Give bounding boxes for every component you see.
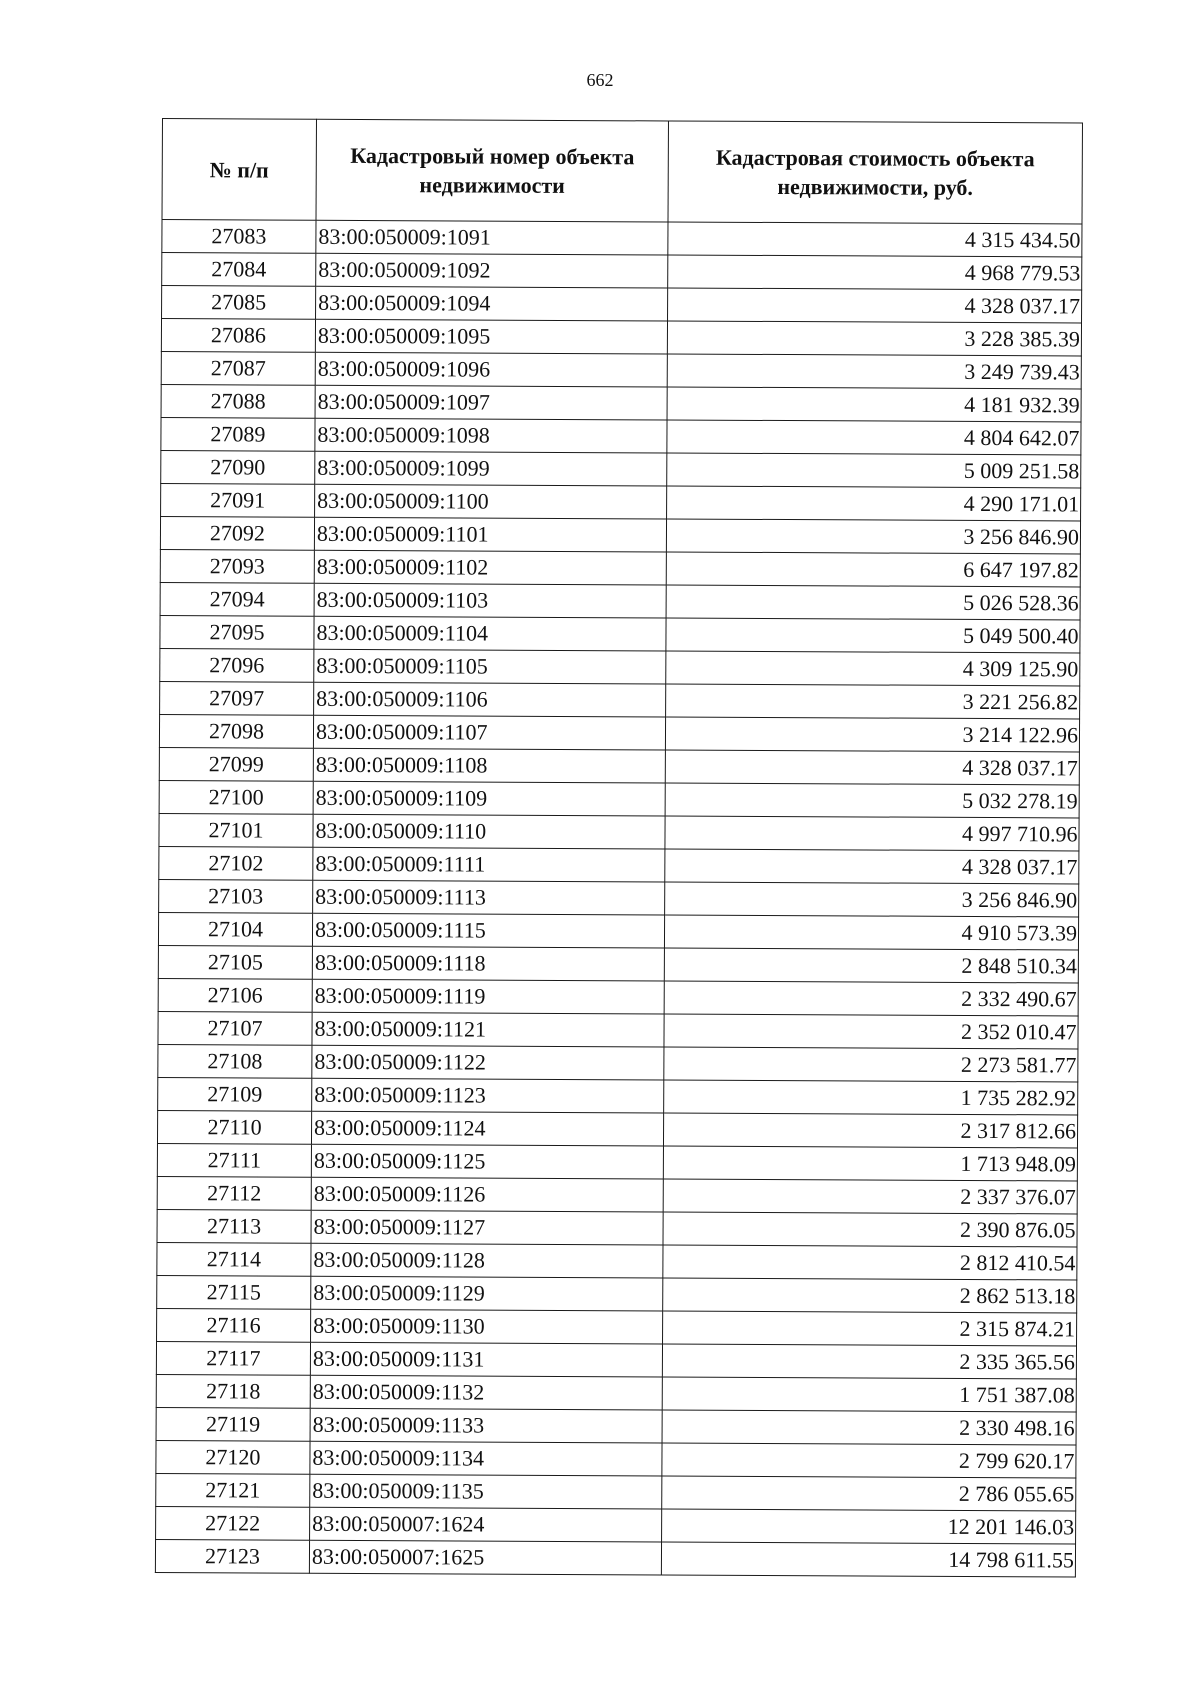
- cadastral-value-cell: 2 812 410.54: [663, 1245, 1077, 1280]
- cadastral-number-cell: 83:00:050009:1103: [314, 583, 666, 618]
- row-number-cell: 27097: [160, 681, 314, 715]
- cadastral-number-cell: 83:00:050007:1624: [310, 1507, 662, 1542]
- cadastral-number-cell: 83:00:050009:1101: [314, 517, 666, 552]
- cadastral-value-cell: 4 309 125.90: [666, 651, 1080, 686]
- cadastral-value-cell: 4 328 037.17: [665, 849, 1079, 884]
- table-row: [159, 846, 1079, 883]
- cadastral-value-cell: 4 910 573.39: [664, 915, 1078, 950]
- table-row: [158, 978, 1078, 1015]
- row-number-cell: 27088: [161, 384, 315, 418]
- header-cadastral-number: Кадастровый номер объекта недвижимости: [316, 119, 668, 222]
- cadastral-value-cell: 3 256 846.90: [666, 519, 1080, 554]
- cadastral-value-cell: 3 228 385.39: [667, 321, 1081, 356]
- header-cadastral-value: Кадастровая стоимость объекта недвижимости, руб.: [668, 121, 1082, 224]
- table-row: [162, 286, 1082, 323]
- cadastral-number-cell: 83:00:050009:1121: [312, 1012, 664, 1047]
- cadastral-value-cell: 4 328 037.17: [668, 288, 1082, 323]
- table-row: [160, 615, 1080, 652]
- cadastral-number-cell: 83:00:050009:1118: [312, 946, 664, 981]
- table-row: [161, 483, 1081, 520]
- row-number-cell: 27096: [160, 648, 314, 682]
- cadastral-value-cell: 2 786 055.65: [662, 1476, 1076, 1511]
- cadastral-value-cell: 2 335 365.56: [662, 1344, 1076, 1379]
- cadastral-number-cell: 83:00:050009:1099: [315, 451, 667, 486]
- cadastral-value-cell: 5 032 278.19: [665, 783, 1079, 818]
- cadastral-value-cell: 1 713 948.09: [663, 1146, 1077, 1181]
- cadastral-value-cell: 1 735 282.92: [664, 1080, 1078, 1115]
- cadastral-number-cell: 83:00:050009:1132: [310, 1375, 662, 1410]
- cadastral-value-cell: 4 997 710.96: [665, 816, 1079, 851]
- cadastral-number-cell: 83:00:050009:1108: [313, 748, 665, 783]
- row-number-cell: 27106: [158, 978, 312, 1012]
- cadastral-number-cell: 83:00:050009:1109: [313, 781, 665, 816]
- table-row: [162, 220, 1082, 257]
- row-number-cell: 27083: [162, 220, 316, 254]
- table-row: [156, 1440, 1076, 1477]
- table-row: [156, 1506, 1076, 1543]
- cadastral-number-cell: 83:00:050009:1106: [314, 682, 666, 717]
- table-row: [160, 681, 1080, 718]
- table-body: [155, 220, 1082, 1577]
- cadastral-number-cell: 83:00:050009:1111: [313, 847, 665, 882]
- row-number-cell: 27087: [161, 351, 315, 385]
- row-number-cell: 27122: [156, 1506, 310, 1540]
- cadastral-number-cell: 83:00:050009:1128: [311, 1243, 663, 1278]
- table-row: [162, 253, 1082, 290]
- row-number-cell: 27104: [158, 912, 312, 946]
- row-number-cell: 27089: [161, 417, 315, 451]
- cadastral-number-cell: 83:00:050009:1105: [314, 649, 666, 684]
- cadastral-value-cell: 4 968 779.53: [668, 255, 1082, 290]
- cadastral-number-cell: 83:00:050009:1110: [313, 814, 665, 849]
- cadastral-value-cell: 2 317 812.66: [663, 1113, 1077, 1148]
- row-number-cell: 27099: [159, 747, 313, 781]
- cadastral-value-cell: 2 330 498.16: [662, 1410, 1076, 1445]
- cadastral-value-cell: 1 751 387.08: [662, 1377, 1076, 1412]
- cadastral-number-cell: 83:00:050009:1092: [316, 253, 668, 288]
- cadastral-number-cell: 83:00:050009:1094: [316, 286, 668, 321]
- table-row: [158, 945, 1078, 982]
- cadastral-value-cell: 3 256 846.90: [665, 882, 1079, 917]
- cadastral-number-cell: 83:00:050009:1131: [310, 1342, 662, 1377]
- table-row: [161, 351, 1081, 388]
- table-row: [159, 813, 1079, 850]
- row-number-cell: 27109: [158, 1077, 312, 1111]
- cadastral-number-cell: 83:00:050009:1126: [311, 1177, 663, 1212]
- row-number-cell: 27115: [157, 1275, 311, 1309]
- table-header: [162, 119, 1082, 224]
- cadastral-number-cell: 83:00:050009:1107: [313, 715, 665, 750]
- row-number-cell: 27086: [161, 319, 315, 353]
- table-row: [156, 1407, 1076, 1444]
- cadastral-value-cell: 4 290 171.01: [667, 486, 1081, 521]
- row-number-cell: 27108: [158, 1044, 312, 1078]
- row-number-cell: 27120: [156, 1440, 310, 1474]
- cadastral-number-cell: 83:00:050009:1124: [311, 1111, 663, 1146]
- table-row: [157, 1275, 1077, 1312]
- table-row: [157, 1176, 1077, 1213]
- cadastral-number-cell: 83:00:050009:1104: [314, 616, 666, 651]
- cadastral-number-cell: 83:00:050009:1096: [315, 352, 667, 387]
- table-row: [159, 714, 1079, 751]
- cadastral-value-cell: 5 009 251.58: [667, 453, 1081, 488]
- cadastral-value-cell: 14 798 611.55: [661, 1542, 1075, 1577]
- cadastral-value-cell: 4 315 434.50: [668, 222, 1082, 257]
- table-row: [159, 747, 1079, 784]
- cadastral-value-cell: 2 862 513.18: [663, 1278, 1077, 1313]
- row-number-cell: 27085: [162, 286, 316, 320]
- cadastral-value-cell: 2 273 581.77: [664, 1047, 1078, 1082]
- row-number-cell: 27119: [156, 1407, 310, 1441]
- cadastral-number-cell: 83:00:050009:1100: [315, 484, 667, 519]
- cadastral-value-cell: 4 328 037.17: [665, 750, 1079, 785]
- cadastral-number-cell: 83:00:050007:1625: [309, 1540, 661, 1575]
- cadastral-number-cell: 83:00:050009:1125: [311, 1144, 663, 1179]
- cadastral-number-cell: 83:00:050009:1113: [313, 880, 665, 915]
- table-row: [161, 384, 1081, 421]
- cadastral-number-cell: 83:00:050009:1115: [312, 913, 664, 948]
- table-row: [160, 648, 1080, 685]
- row-number-cell: 27105: [158, 945, 312, 979]
- row-number-cell: 27103: [159, 879, 313, 913]
- cadastral-value-cell: 12 201 146.03: [662, 1509, 1076, 1544]
- table-row: [158, 912, 1078, 949]
- table-row: [160, 516, 1080, 553]
- page-number: 662: [586, 70, 614, 90]
- row-number-cell: 27090: [161, 450, 315, 484]
- row-number-cell: 27091: [161, 483, 315, 517]
- cadastral-value-cell: 2 352 010.47: [664, 1014, 1078, 1049]
- row-number-cell: 27117: [156, 1341, 310, 1375]
- cadastral-number-cell: 83:00:050009:1095: [315, 319, 667, 354]
- cadastral-value-cell: 2 848 510.34: [664, 948, 1078, 983]
- row-number-cell: 27093: [160, 549, 314, 583]
- row-number-cell: 27116: [157, 1308, 311, 1342]
- table-row: [157, 1209, 1077, 1246]
- row-number-cell: 27094: [160, 582, 314, 616]
- header-row-number: № п/п: [162, 119, 316, 221]
- row-number-cell: 27084: [162, 253, 316, 287]
- row-number-cell: 27110: [157, 1110, 311, 1144]
- cadastral-number-cell: 83:00:050009:1123: [312, 1078, 664, 1113]
- cadastral-value-cell: 3 221 256.82: [666, 684, 1080, 719]
- table-row: [158, 1011, 1078, 1048]
- table-row: [156, 1473, 1076, 1510]
- table-row: [157, 1143, 1077, 1180]
- row-number-cell: 27114: [157, 1242, 311, 1276]
- cadastral-value-cell: 2 799 620.17: [662, 1443, 1076, 1478]
- cadastral-number-cell: 83:00:050009:1127: [311, 1210, 663, 1245]
- cadastral-number-cell: 83:00:050009:1097: [315, 385, 667, 420]
- cadastral-value-cell: 2 315 874.21: [663, 1311, 1077, 1346]
- cadastral-value-cell: 3 249 739.43: [667, 354, 1081, 389]
- table-row: [156, 1341, 1076, 1378]
- cadastral-number-cell: 83:00:050009:1130: [311, 1309, 663, 1344]
- cadastral-value-cell: 2 390 876.05: [663, 1212, 1077, 1247]
- table-row: [157, 1242, 1077, 1279]
- row-number-cell: 27100: [159, 780, 313, 814]
- row-number-cell: 27102: [159, 846, 313, 880]
- row-number-cell: 27092: [160, 516, 314, 550]
- row-number-cell: 27107: [158, 1011, 312, 1045]
- cadastral-number-cell: 83:00:050009:1098: [315, 418, 667, 453]
- table-row: [160, 582, 1080, 619]
- cadastral-number-cell: 83:00:050009:1122: [312, 1045, 664, 1080]
- row-number-cell: 27098: [159, 714, 313, 748]
- cadastral-value-cell: 2 332 490.67: [664, 981, 1078, 1016]
- cadastral-number-cell: 83:00:050009:1134: [310, 1441, 662, 1476]
- table-row: [161, 450, 1081, 487]
- cadastral-number-cell: 83:00:050009:1091: [316, 220, 668, 255]
- table-row: [157, 1308, 1077, 1345]
- row-number-cell: 27121: [156, 1473, 310, 1507]
- cadastral-number-cell: 83:00:050009:1102: [314, 550, 666, 585]
- cadastral-value-cell: 3 214 122.96: [665, 717, 1079, 752]
- table-row: [160, 549, 1080, 586]
- cadastral-value-cell: 2 337 376.07: [663, 1179, 1077, 1214]
- cadastral-number-cell: 83:00:050009:1129: [311, 1276, 663, 1311]
- header-row: [162, 119, 1082, 224]
- table-row: [161, 417, 1081, 454]
- table-row: [156, 1374, 1076, 1411]
- row-number-cell: 27118: [156, 1374, 310, 1408]
- cadastral-number-cell: 83:00:050009:1133: [310, 1408, 662, 1443]
- cadastral-value-cell: 5 026 528.36: [666, 585, 1080, 620]
- table-row: [159, 780, 1079, 817]
- table-row: [158, 1044, 1078, 1081]
- table-row: [158, 1077, 1078, 1114]
- table-row: [161, 319, 1081, 356]
- cadastral-value-table: [155, 118, 1083, 1577]
- cadastral-number-cell: 83:00:050009:1135: [310, 1474, 662, 1509]
- cadastral-value-cell: 5 049 500.40: [666, 618, 1080, 653]
- row-number-cell: 27095: [160, 615, 314, 649]
- row-number-cell: 27123: [155, 1539, 309, 1573]
- row-number-cell: 27113: [157, 1209, 311, 1243]
- table-row: [155, 1539, 1075, 1576]
- row-number-cell: 27101: [159, 813, 313, 847]
- row-number-cell: 27111: [157, 1143, 311, 1177]
- cadastral-value-cell: 4 804 642.07: [667, 420, 1081, 455]
- table-row: [157, 1110, 1077, 1147]
- row-number-cell: 27112: [157, 1176, 311, 1210]
- cadastral-value-cell: 6 647 197.82: [666, 552, 1080, 587]
- cadastral-number-cell: 83:00:050009:1119: [312, 979, 664, 1014]
- table-row: [159, 879, 1079, 916]
- cadastral-value-cell: 4 181 932.39: [667, 387, 1081, 422]
